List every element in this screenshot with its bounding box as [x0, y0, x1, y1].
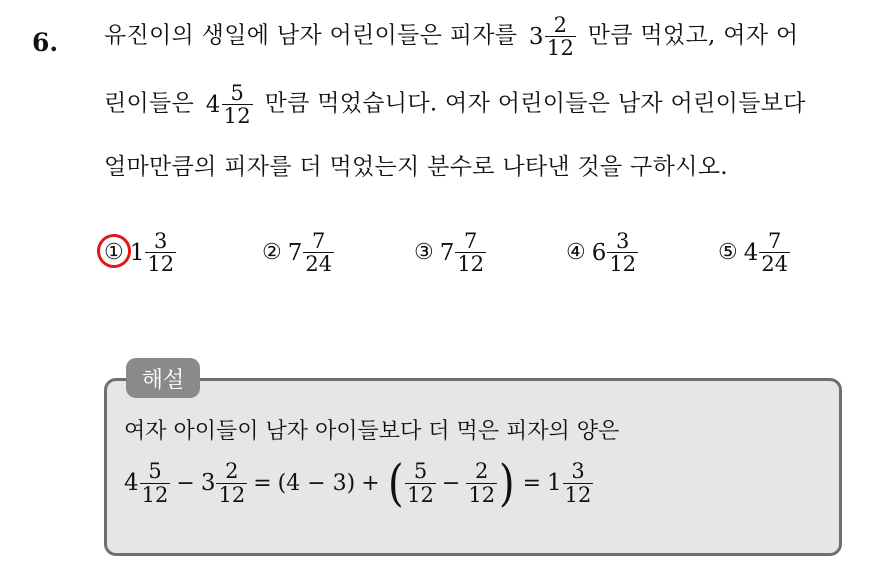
fraction	[466, 460, 497, 505]
choice-4[interactable]	[566, 230, 638, 275]
choice-number: ③	[414, 240, 434, 266]
fraction-denominator: 12	[564, 482, 592, 507]
question-text: 만큼 먹었고, 여자 어	[587, 22, 799, 49]
fraction	[140, 460, 171, 505]
fraction-numerator: 2	[475, 459, 489, 484]
fraction-numerator: 5	[230, 81, 245, 105]
fraction-denominator: 12	[468, 482, 496, 507]
fraction	[216, 460, 247, 505]
fraction-denominator: 12	[457, 252, 485, 277]
fraction-whole: 7	[439, 239, 455, 266]
question-text: 만큼 먹었습니다. 여자 어린이들은 남자 어린이들보다	[264, 90, 806, 117]
question-text: 유진이의 생일에 남자 어린이들은 피자를	[104, 22, 518, 49]
choice-number: ⑤	[718, 240, 738, 266]
fraction-numerator: 2	[553, 13, 568, 37]
fraction-numerator: 5	[148, 459, 162, 484]
fraction	[222, 82, 253, 127]
choice-5[interactable]	[718, 230, 790, 275]
fraction-whole: 3	[200, 470, 216, 496]
choice-number: ④	[566, 240, 586, 266]
question-text: 린이들은	[104, 90, 195, 117]
fraction-numerator: 7	[464, 229, 478, 253]
fraction-numerator: 3	[616, 229, 630, 253]
answer-circle-mark	[94, 231, 134, 271]
fraction-numerator: 3	[571, 459, 585, 484]
choice-number: ②	[262, 240, 282, 266]
fraction-numerator: 5	[413, 459, 428, 484]
choice-3[interactable]	[414, 230, 486, 275]
choice-1[interactable]	[104, 230, 176, 275]
equals-sign: =	[522, 470, 542, 496]
fraction-whole: 1	[129, 239, 145, 266]
question-number: 6.	[32, 28, 59, 57]
choice-number: ①	[104, 240, 124, 265]
fraction-denominator: 12	[546, 36, 575, 61]
fraction	[563, 460, 594, 505]
fraction-denominator: 12	[218, 482, 246, 507]
fraction	[607, 230, 638, 275]
fraction-numerator: 7	[312, 229, 326, 253]
fraction-whole: 1	[547, 470, 562, 496]
answer-choices	[104, 230, 824, 290]
fraction	[455, 230, 486, 275]
fraction	[759, 230, 790, 275]
fraction	[545, 14, 576, 59]
choice-2[interactable]	[262, 230, 334, 275]
fraction	[405, 460, 436, 505]
fraction	[303, 230, 334, 275]
fraction-whole: 6	[591, 239, 607, 266]
question-line-3: 얼마만큼의 피자를 더 먹었는지 분수로 나타낸 것을 구하시오.	[104, 154, 728, 180]
fraction-denominator: 12	[407, 482, 434, 507]
paren-group: (4 − 3)	[277, 470, 356, 496]
fraction-numerator: 3	[154, 229, 168, 253]
question-line-1	[104, 14, 798, 59]
fraction-denominator: 24	[761, 252, 789, 277]
fraction-whole: 4	[743, 239, 759, 266]
fraction-denominator: 24	[305, 252, 333, 277]
plus-sign: +	[361, 470, 380, 496]
fraction-denominator: 12	[609, 252, 637, 277]
minus-sign: −	[176, 470, 195, 496]
mixed-fraction-girls	[206, 82, 253, 127]
fraction-whole: 3	[528, 23, 544, 50]
equals-sign: =	[253, 470, 272, 496]
fraction	[145, 230, 176, 275]
fraction-whole: 4	[205, 91, 221, 118]
explanation-equation	[124, 454, 593, 512]
fraction-whole: 7	[287, 239, 303, 266]
right-paren: )	[499, 454, 515, 512]
fraction-denominator: 12	[147, 252, 175, 277]
explanation-label: 해설	[126, 358, 200, 398]
left-paren: (	[387, 454, 404, 512]
minus-sign: −	[441, 470, 461, 496]
question-line-2	[104, 82, 806, 127]
mixed-fraction-boys	[529, 14, 576, 59]
fraction-denominator: 12	[141, 482, 169, 507]
fraction-numerator: 2	[225, 459, 239, 484]
fraction-whole: 4	[124, 470, 139, 496]
fraction-numerator: 7	[768, 229, 782, 253]
fraction-denominator: 12	[223, 104, 251, 129]
explanation-text: 여자 아이들이 남자 아이들보다 더 먹은 피자의 양은	[124, 419, 620, 444]
